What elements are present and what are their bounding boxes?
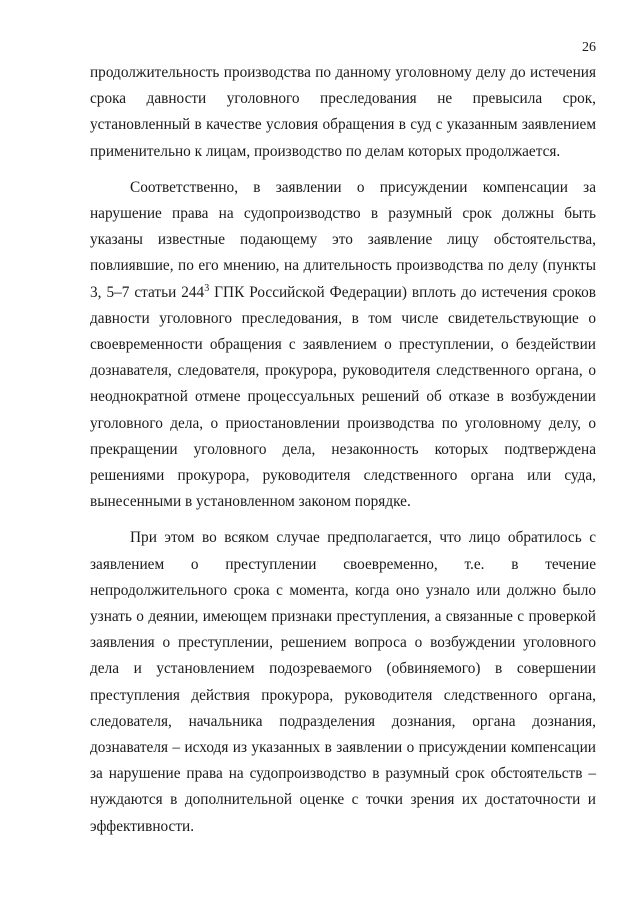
paragraph-text-after-superscript: ГПК Российской Федерации) вплоть до истечения сроков давности уголовного преследования, в том числе свидетельствующие о своевременности обращения с заявлением о преступлении, о бездействии дознавателя, следователя, прокурора, руководителя следственного органа, о неоднократной отмене процессуальных решений об отказе в возбуждении уголовного дела, о приостановлении производства по уголовному делу, о прекращении уголовного дела, незаконность которых подтверждена решениями прокурора, руководителя следственного органа или суда, вынесенными в установленном законом порядке. xyxy=(90,283,596,511)
document-body xyxy=(90,60,596,840)
paragraph-timely-filing: При этом во всяком случае предполагается, что лицо обратилось с заявлением о преступлении своевременно, т.е. в течение непродолжительного срока с момента, когда оно узнало или должно было узнать о деянии, имеющем признаки преступления, а связанные с проверкой заявления о преступлении, решением вопроса о возбуждении уголовного дела и установлением подозреваемого (обвиняемого) в совершении преступления действия прокурора, руководителя следственного органа, следователя, начальника подразделения дознания, органа дознания, дознавателя – исходя из указанных в заявлении о присуждении компенсации за нарушение права на судопроизводство в разумный срок обстоятельств – нуждаются в дополнительной оценке с точки зрения их достаточности и эффективности. xyxy=(90,529,596,835)
article-superscript: 3 xyxy=(204,282,210,294)
paragraph-continuation: продолжительность производства по данному уголовному делу до истечения срока давности уголовного преследования не превысила срок, установленный в качестве условия обращения в суд с указанным заявлением применительно к лицам, производство по делам которых продолжается. xyxy=(90,64,596,160)
page-number: 26 xyxy=(582,40,596,55)
paragraph-compensation-claim xyxy=(90,175,596,516)
paragraph-text-before-superscript: Соответственно, в заявлении о присуждении компенсации за нарушение права на судопроизводство в разумный срок должны быть указаны известные подающему это заявление лицу обстоятельства, повлиявшие, по его мнению, на длительность производства по делу (пункты 3, 5–7 статьи 244 xyxy=(90,178,596,301)
